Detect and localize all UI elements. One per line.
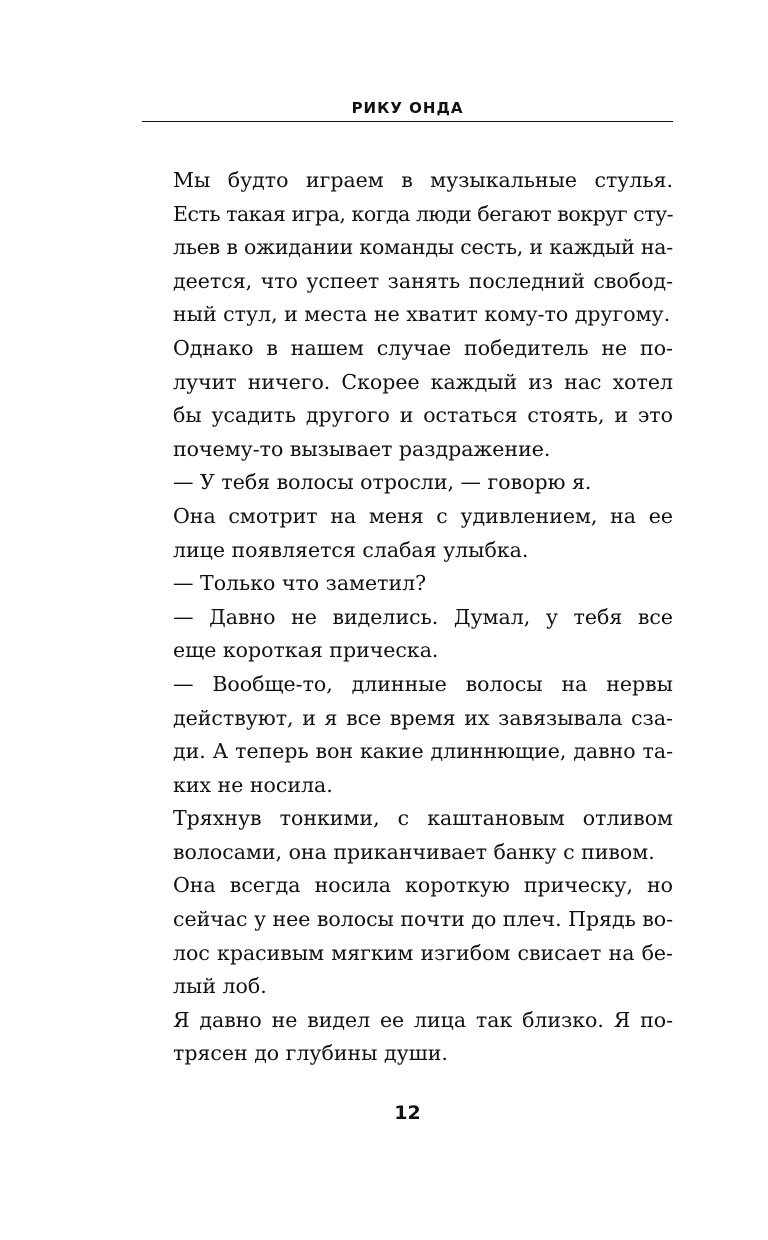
text-line: ди. А теперь вон какие длиннющие, давно та-: [173, 739, 673, 764]
paragraph: [142, 567, 673, 601]
text-line: лучит ничего. Скорее каждый из нас хотел: [173, 369, 673, 394]
text-line: Она всегда носила короткую прическу, но: [173, 873, 673, 898]
text-line: почему-то вызывает раздражение.: [173, 436, 551, 461]
text-line: лос красивым мягким изгибом свисает на бе-: [173, 940, 673, 965]
text-line: льев в ожидании команды сесть, и каждый на-: [173, 235, 673, 260]
text-line: бы усадить другого и остаться стоять, и это: [173, 403, 673, 428]
text-line: — Вообще-то, длинные волосы на нервы: [173, 671, 673, 696]
text-line: ких не носила.: [173, 772, 333, 797]
paragraph: [142, 500, 673, 567]
text-line: — Только что заметил?: [173, 571, 427, 596]
paragraph: [142, 466, 673, 500]
text-line: — У тебя волосы отросли, — говорю я.: [173, 470, 592, 495]
page-number: 12: [394, 1102, 421, 1124]
text-line: Есть такая игра, когда люди бегают вокруг сту-: [173, 201, 674, 226]
paragraph: [142, 1004, 673, 1071]
header-rule: [142, 121, 673, 122]
text-line: Однако в нашем случае победитель не по-: [173, 335, 673, 360]
text-line: сейчас у нее волосы почти до плеч. Прядь во-: [173, 907, 673, 932]
text-line: деется, что успеет занять последний свобод-: [173, 268, 673, 293]
text-line: трясен до глубины души.: [173, 1041, 448, 1066]
text-line: лый лоб.: [173, 974, 267, 999]
body-text: [142, 164, 673, 1071]
text-line: Тряхнув тонкими, с каштановым отливом: [173, 806, 673, 831]
text-line: Она смотрит на меня с удивлением, на ее: [173, 503, 673, 528]
paragraph: [142, 869, 673, 1003]
running-head-author: РИКУ ОНДА: [351, 99, 464, 117]
paragraph: [142, 668, 673, 802]
text-line: лице появляется слабая улыбка.: [173, 537, 529, 562]
paragraph: [142, 332, 673, 466]
paragraph: [142, 802, 673, 869]
text-line: еще короткая прическа.: [173, 638, 439, 663]
paragraph: [142, 164, 673, 332]
text-line: Мы будто играем в музыкальные стулья.: [173, 168, 673, 192]
text-line: волосами, она приканчивает банку с пивом.: [173, 839, 655, 864]
text-line: — Давно не виделись. Думал, у тебя все: [173, 604, 673, 629]
text-line: Я давно не видел ее лица так близко. Я по-: [173, 1007, 673, 1032]
paragraph: [142, 601, 673, 668]
text-line: действуют, и я все время их завязывала сза-: [173, 705, 673, 730]
text-line: ный стул, и места не хватит кому-то другому.: [173, 302, 671, 327]
